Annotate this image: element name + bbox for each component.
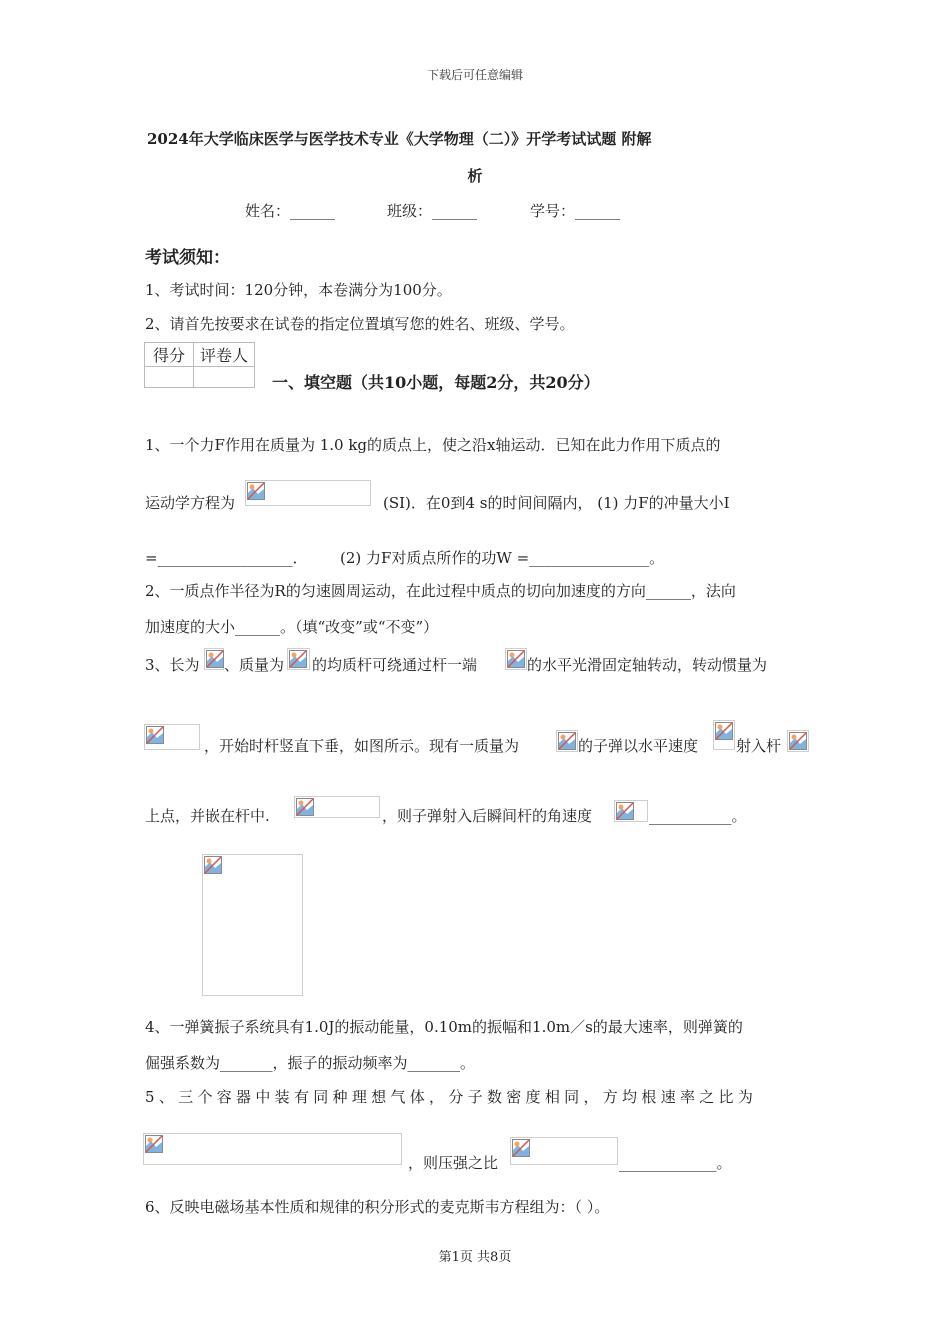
page-footer: 第1页 共8页 [438, 1250, 512, 1265]
notice-item-2: 2、请首先按要求在试卷的指定位置填写您的姓名、班级、学号。 [145, 315, 575, 333]
q3-inertia-image [144, 724, 200, 750]
student-id-field: 学号：______ [530, 202, 621, 220]
q3-length-image [204, 648, 224, 670]
score-header: 得分 [145, 343, 194, 367]
class-field: 班级：______ [387, 202, 478, 220]
q3-condition-image [294, 796, 380, 818]
grader-header: 评卷人 [194, 343, 255, 367]
broken-image-icon [558, 732, 576, 750]
q5-line1: 5、三个容器中装有同种理想气体，分子数密度相同，方均根速率之比为 [145, 1088, 758, 1106]
broken-image-icon [146, 726, 164, 744]
q3-text-b: 、质量为 [224, 656, 285, 674]
q3-text-d: 的水平光滑固定轴转动，转动惯量为 [527, 656, 768, 674]
broken-image-icon [247, 482, 265, 500]
q3-text-j: ___________。 [649, 807, 747, 825]
broken-image-icon [715, 722, 733, 740]
q5-pressure-ratio-image [510, 1137, 618, 1165]
q3-figure-image [202, 854, 303, 996]
q3-text-f: 的子弹以水平速度 [578, 737, 699, 755]
q5-text-a: ，则压强之比 [408, 1154, 499, 1172]
q3-velocity-image [713, 720, 735, 750]
broken-image-icon [296, 798, 314, 816]
q3-axis-image [505, 648, 527, 670]
q3-text-e: ，开始时杆竖直下垂，如图所示。现有一质量为 [204, 737, 520, 755]
q1-line3-b: (2) 力F对质点所作的功W =________________。 [340, 549, 665, 567]
page-header: 下载后可任意编辑 [426, 68, 523, 82]
exam-title-line2: 析 [467, 167, 483, 185]
section-heading-fill-blank: 一、填空题（共10小题，每题2分，共20分） [272, 373, 600, 392]
exam-title-line1: 2024年大学临床医学与医学技术专业《大学物理（二）》开学考试试题 附解 [147, 130, 652, 148]
q1-line2-b: (SI)．在0到4 s的时间间隔内， (1) 力F的冲量大小I [383, 494, 730, 512]
q3-text-i: ，则子弹射入后瞬间杆的角速度 [382, 807, 593, 825]
q1-equation-image [245, 480, 371, 506]
q1-line3-a: =__________________． [145, 549, 308, 567]
q4-line1: 4、一弹簧振子系统具有1.0J的振动能量，0.10m的振幅和1.0m／s的最大速率，则弹簧的 [145, 1018, 743, 1036]
grader-cell [194, 367, 255, 388]
broken-image-icon [204, 856, 222, 874]
broken-image-icon [789, 732, 807, 750]
broken-image-icon [145, 1135, 163, 1153]
q5-velocity-ratio-image [143, 1133, 402, 1165]
q3-text-a: 3、长为 [145, 656, 200, 674]
q1-line1: 1、一个力F作用在质量为 1.0 kg的质点上，使之沿x轴运动．已知在此力作用下质点的 [145, 436, 721, 454]
broken-image-icon [507, 650, 525, 668]
q5-text-b: _____________。 [619, 1154, 732, 1172]
q3-text-h: 上点，并嵌在杆中. [145, 807, 270, 825]
q3-bullet-mass-image [556, 730, 578, 752]
q3-text-c: 的均质杆可绕通过杆一端 [312, 656, 478, 674]
score-table [144, 342, 255, 388]
q4-line2: 倔强系数为_______，振子的振动频率为_______。 [145, 1054, 476, 1072]
q3-mass-image [287, 648, 310, 670]
q3-omega-image [614, 800, 648, 822]
broken-image-icon [616, 802, 634, 820]
q2-line2: 加速度的大小______。（填“改变”或“不变”） [145, 618, 439, 636]
q6-line1: 6、反映电磁场基本性质和规律的积分形式的麦克斯韦方程组为：（ ）。 [145, 1198, 610, 1216]
score-cell [145, 367, 194, 388]
broken-image-icon [206, 650, 224, 668]
q2-line1: 2、一质点作半径为R的匀速圆周运动，在此过程中质点的切向加速度的方向______，法向 [145, 582, 736, 600]
notice-heading: 考试须知： [145, 248, 230, 268]
name-field: 姓名：______ [245, 202, 336, 220]
broken-image-icon [289, 650, 307, 668]
q3-text-g: 射入杆 [736, 737, 782, 755]
q3-point-image [787, 730, 809, 752]
broken-image-icon [512, 1139, 530, 1157]
q1-line2-a: 运动学方程为 [145, 494, 236, 512]
notice-item-1: 1、考试时间：120分钟，本卷满分为100分。 [145, 281, 452, 299]
